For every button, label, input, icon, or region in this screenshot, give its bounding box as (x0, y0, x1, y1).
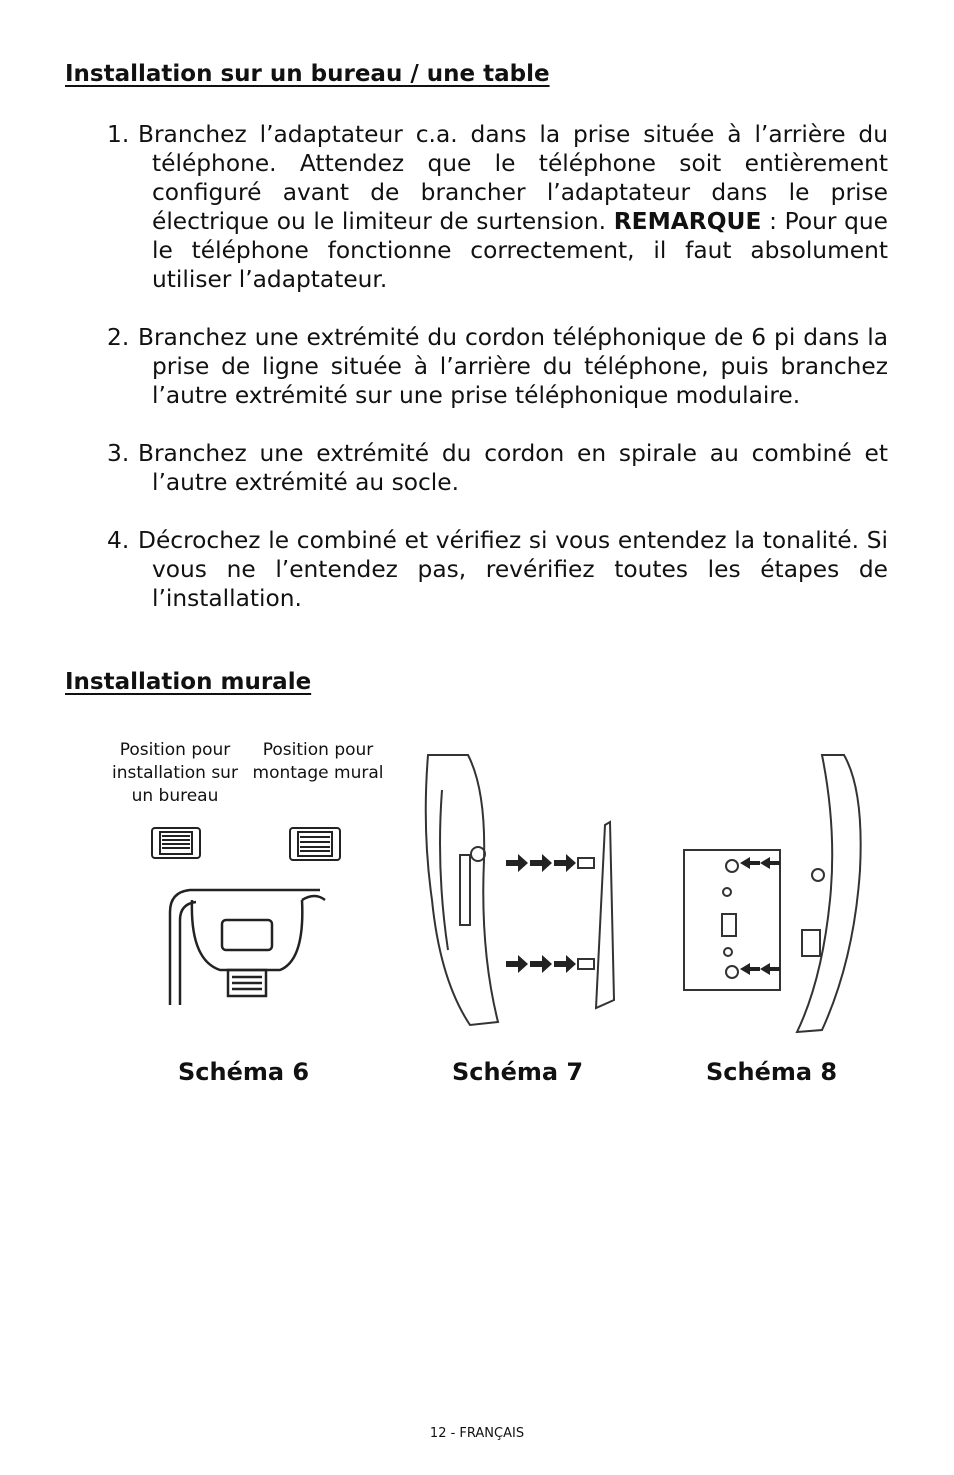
wall-plate-side-icon (578, 822, 614, 1008)
step-number: 3. (107, 440, 130, 467)
step-number: 4. (107, 527, 130, 554)
step-text: Décrochez le combiné et vérifiez si vous entendez la tonalité. Si vous ne l’entendez pas, revérifiez toutes les étapes de l’installation. (138, 527, 888, 612)
diagram-6-illustration (140, 820, 360, 1020)
step-number: 1. (107, 121, 130, 148)
step-number: 2. (107, 324, 130, 351)
step-item (107, 526, 888, 613)
note-label: REMARQUE (613, 208, 762, 235)
section-heading-wall: Installation murale (65, 669, 312, 695)
figure-label-6: Schéma 6 (178, 1058, 310, 1086)
step-text: Branchez l’adaptateur c.a. dans la prise située à l’arrière du téléphone. Attendez que le téléphone soit entièrement configuré avant de brancher l’adaptateur dans le prise électrique ou le limiteur de surtension. (138, 121, 888, 235)
step-item (107, 439, 888, 497)
screw-arrows-icon (506, 854, 576, 973)
plate-arrows-icon (740, 857, 780, 975)
step-item (107, 120, 888, 294)
section-heading-table: Installation sur un bureau / une table (65, 61, 550, 87)
step-text: Branchez une extrémité du cordon en spirale au combiné et l’autre extrémité au socle. (138, 440, 888, 496)
bracket-desk-icon (152, 828, 200, 858)
bracket-wall-icon (290, 828, 340, 860)
figure-label-8: Schéma 8 (706, 1058, 838, 1086)
phone-base-icon (170, 890, 325, 1005)
installation-steps (107, 120, 888, 613)
step-text: Branchez une extrémité du cordon téléphonique de 6 pi dans la prise de ligne située à l’arrière du téléphone, puis branchez l’autre extrémité sur une prise téléphonique modulaire. (138, 324, 888, 409)
page-footer: 12 - FRANÇAIS (429, 1426, 525, 1441)
caption-desk-position: Position pour installation sur un bureau (112, 740, 238, 806)
handset-side-icon (426, 755, 498, 1025)
caption-wall-position: Position pour montage mural (252, 740, 384, 783)
figure-label-7: Schéma 7 (452, 1058, 584, 1086)
diagram-7-illustration (420, 750, 635, 1035)
step-text: : Pour que le téléphone fonctionne correctement, il faut absolument utiliser l’adaptateur. (152, 208, 888, 293)
step-item (107, 323, 888, 410)
diagram-8-illustration (672, 750, 872, 1040)
handset-side-icon (797, 755, 861, 1032)
